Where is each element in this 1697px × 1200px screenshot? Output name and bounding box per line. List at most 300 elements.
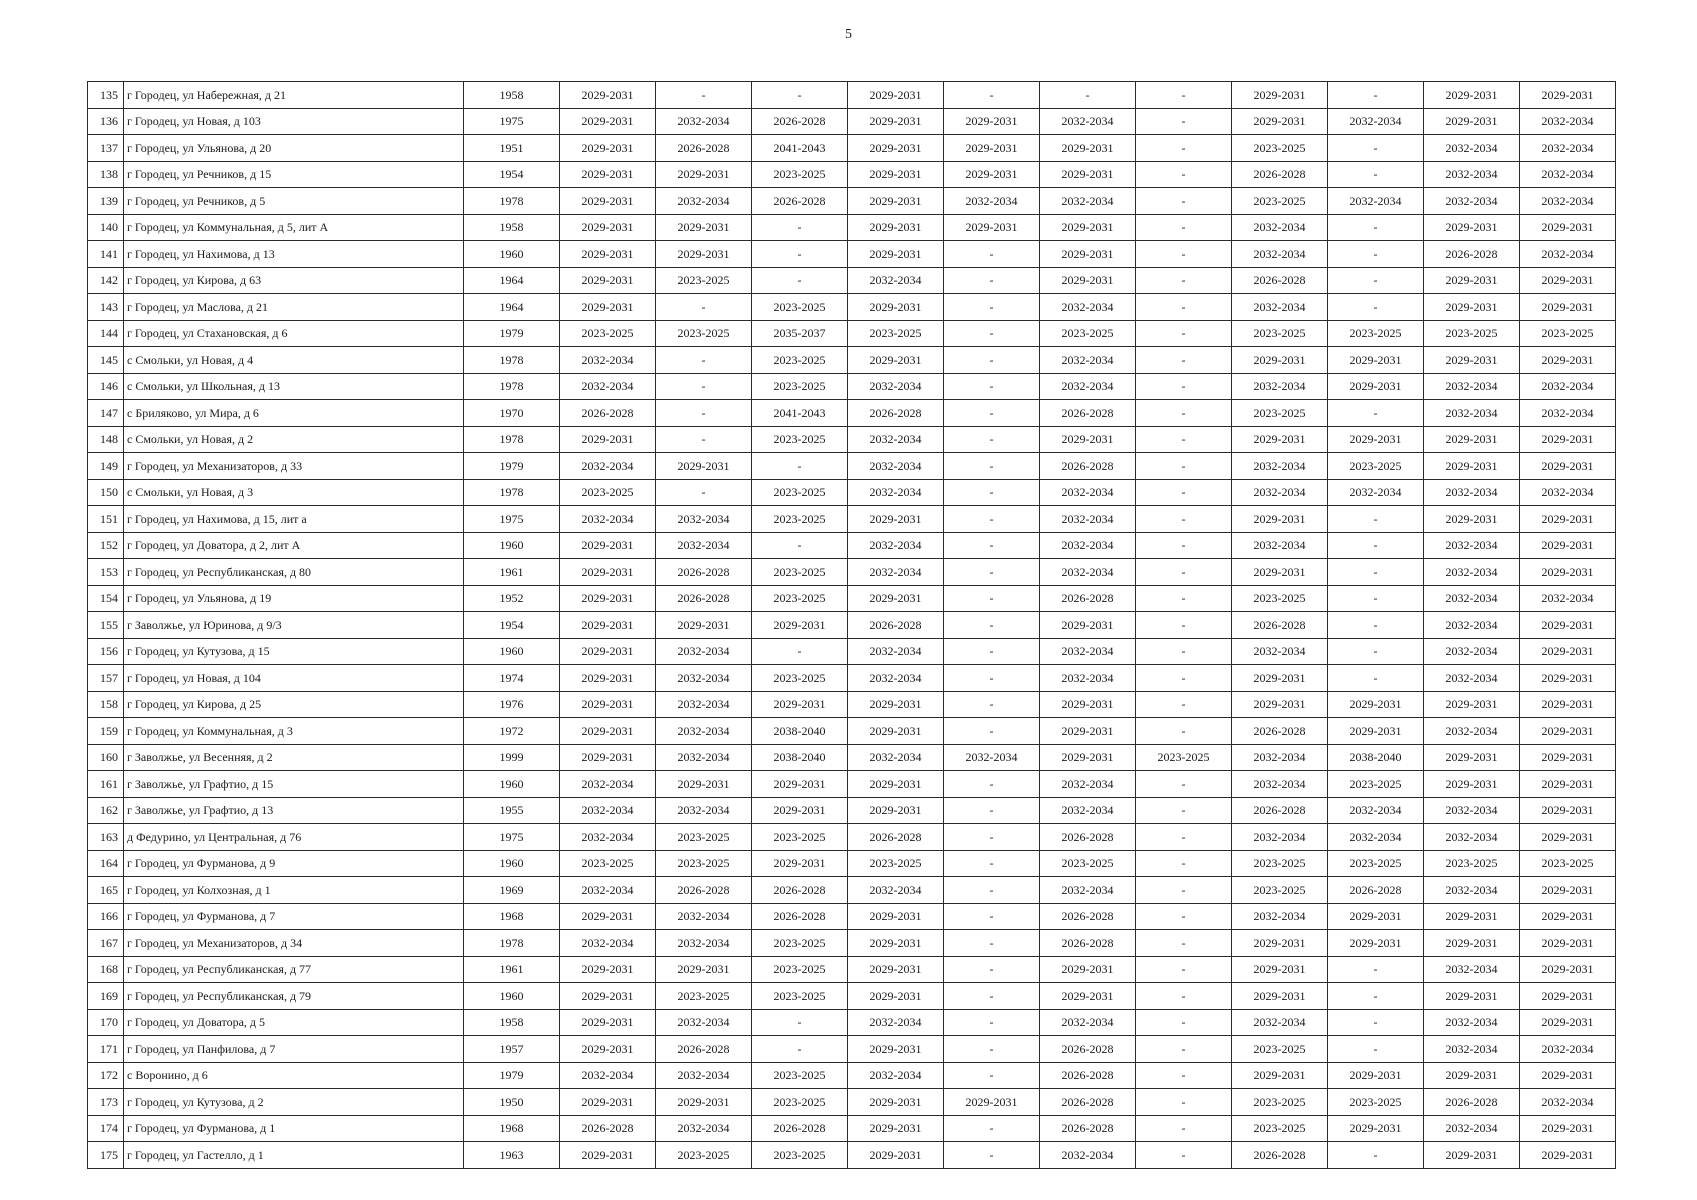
repair-period-cell: - [944,373,1040,400]
address-cell: г Городец, ул Республиканская, д 80 [124,559,464,586]
repair-period-cell: 2029-2031 [560,559,656,586]
repair-period-cell: 2029-2031 [656,771,752,798]
repair-period-cell: 2032-2034 [1232,532,1328,559]
table-row [88,956,1616,983]
row-number-cell: 135 [88,82,124,109]
repair-period-cell: - [656,426,752,453]
repair-period-cell: 2026-2028 [1424,1089,1520,1116]
repair-period-cell: 2029-2031 [1232,983,1328,1010]
repair-period-cell: 2029-2031 [1520,824,1616,851]
repair-period-cell: - [1136,718,1232,745]
repair-period-cell: 2026-2028 [752,1115,848,1142]
repair-period-cell: 2029-2031 [1424,267,1520,294]
table-row [88,347,1616,374]
repair-period-cell: 2029-2031 [944,108,1040,135]
repair-period-cell: 2029-2031 [1040,241,1136,268]
repair-period-cell: 2032-2034 [1232,294,1328,321]
repair-period-cell: 2029-2031 [1520,612,1616,639]
repair-period-cell: - [944,718,1040,745]
repair-period-cell: 2029-2031 [560,956,656,983]
build-year-cell: 1958 [464,214,560,241]
repair-period-cell: 2026-2028 [1040,1089,1136,1116]
repair-period-cell: 2032-2034 [1424,1036,1520,1063]
repair-period-cell: 2032-2034 [1040,1009,1136,1036]
build-year-cell: 1957 [464,1036,560,1063]
address-cell: г Городец, ул Ульянова, д 19 [124,585,464,612]
repair-period-cell: 2029-2031 [1520,930,1616,957]
table-row [88,479,1616,506]
repair-period-cell: - [1328,135,1424,162]
repair-period-cell: 2029-2031 [1232,665,1328,692]
repair-period-cell: - [944,506,1040,533]
build-year-cell: 1969 [464,877,560,904]
repair-period-cell: 2029-2031 [848,294,944,321]
repair-period-cell: 2029-2031 [1040,426,1136,453]
repair-period-cell: 2029-2031 [560,161,656,188]
repair-period-cell: 2032-2034 [1040,771,1136,798]
row-number-cell: 138 [88,161,124,188]
repair-period-cell: 2029-2031 [1520,214,1616,241]
repair-period-cell: 2032-2034 [1424,638,1520,665]
repair-period-cell: 2029-2031 [1520,347,1616,374]
table-row [88,744,1616,771]
repair-period-cell: 2023-2025 [1136,744,1232,771]
repair-period-cell: 2029-2031 [1040,718,1136,745]
repair-period-cell: - [1136,347,1232,374]
repair-period-cell: 2023-2025 [752,956,848,983]
repair-period-cell: 2023-2025 [752,1089,848,1116]
repair-period-cell: 2032-2034 [656,188,752,215]
row-number-cell: 143 [88,294,124,321]
build-year-cell: 1974 [464,665,560,692]
repair-period-cell: - [1328,1009,1424,1036]
repair-period-cell: 2032-2034 [1328,108,1424,135]
repair-period-cell: 2032-2034 [560,1062,656,1089]
table-row [88,1009,1616,1036]
repair-period-cell: 2029-2031 [848,1142,944,1169]
address-cell: с Смольки, ул Новая, д 4 [124,347,464,374]
repair-period-cell: 2032-2034 [848,559,944,586]
row-number-cell: 148 [88,426,124,453]
build-year-cell: 1955 [464,797,560,824]
table-body [88,82,1616,1169]
repair-period-cell: 2032-2034 [848,532,944,559]
repair-period-cell: 2029-2031 [1520,453,1616,480]
address-cell: г Заволжье, ул Весенняя, д 2 [124,744,464,771]
repair-period-cell: - [944,1062,1040,1089]
repair-period-cell: 2029-2031 [560,744,656,771]
repair-period-cell: 2029-2031 [1232,347,1328,374]
repair-period-cell: 2029-2031 [752,612,848,639]
build-year-cell: 1950 [464,1089,560,1116]
repair-period-cell: 2029-2031 [1232,691,1328,718]
address-cell: г Городец, ул Гастелло, д 1 [124,1142,464,1169]
repair-period-cell: 2038-2040 [752,744,848,771]
repair-period-cell: 2032-2034 [848,877,944,904]
repair-period-cell: 2032-2034 [1424,188,1520,215]
repair-period-cell: - [944,1142,1040,1169]
repair-period-cell: 2032-2034 [1040,877,1136,904]
repair-period-cell: 2026-2028 [1232,797,1328,824]
build-year-cell: 1960 [464,638,560,665]
table-row [88,903,1616,930]
repair-period-cell: - [944,532,1040,559]
repair-period-cell: - [944,612,1040,639]
repair-period-cell: 2032-2034 [1232,638,1328,665]
address-cell: г Городец, ул Фурманова, д 9 [124,850,464,877]
repair-period-cell: 2026-2028 [752,903,848,930]
repair-period-cell: - [1328,506,1424,533]
repair-period-cell: - [1328,1142,1424,1169]
repair-period-cell: 2029-2031 [1520,744,1616,771]
repair-period-cell: 2029-2031 [656,453,752,480]
row-number-cell: 174 [88,1115,124,1142]
repair-period-cell: 2029-2031 [1424,744,1520,771]
repair-period-cell: 2032-2034 [1424,479,1520,506]
table-row [88,1089,1616,1116]
repair-period-cell: 2032-2034 [1520,161,1616,188]
repair-period-cell: 2029-2031 [1424,214,1520,241]
repair-period-cell: 2032-2034 [1232,744,1328,771]
repair-period-cell: 2026-2028 [1040,824,1136,851]
repair-period-cell: 2029-2031 [1424,294,1520,321]
repair-period-cell: 2032-2034 [656,665,752,692]
repair-period-cell: - [1328,82,1424,109]
repair-period-cell: 2026-2028 [1328,877,1424,904]
row-number-cell: 136 [88,108,124,135]
repair-period-cell: 2029-2031 [1424,1062,1520,1089]
repair-period-cell: 2032-2034 [848,479,944,506]
repair-period-cell: 2023-2025 [1328,1089,1424,1116]
build-year-cell: 1979 [464,453,560,480]
repair-period-cell: 2032-2034 [848,638,944,665]
build-year-cell: 1970 [464,400,560,427]
repair-period-cell: 2029-2031 [848,797,944,824]
repair-period-cell: - [752,214,848,241]
repair-period-cell: 2032-2034 [1232,214,1328,241]
repair-period-cell: 2023-2025 [1232,877,1328,904]
repair-period-cell: 2026-2028 [560,400,656,427]
repair-period-cell: 2029-2031 [1328,903,1424,930]
address-cell: г Городец, ул Коммунальная, д 5, лит А [124,214,464,241]
repair-period-cell: 2032-2034 [656,1062,752,1089]
repair-period-cell: 2029-2031 [848,82,944,109]
row-number-cell: 164 [88,850,124,877]
repair-period-cell: 2029-2031 [1424,983,1520,1010]
repair-period-cell: 2029-2031 [1040,612,1136,639]
repair-period-cell: - [1040,82,1136,109]
page-number: 5 [845,27,852,42]
repair-period-cell: 2029-2031 [752,797,848,824]
repair-period-cell: - [944,347,1040,374]
build-year-cell: 1954 [464,161,560,188]
repair-period-cell: 2029-2031 [1040,161,1136,188]
repair-period-cell: - [656,347,752,374]
row-number-cell: 175 [88,1142,124,1169]
repair-period-cell: 2032-2034 [1232,479,1328,506]
build-year-cell: 1978 [464,930,560,957]
repair-period-cell: 2032-2034 [1040,559,1136,586]
address-cell: г Городец, ул Речников, д 15 [124,161,464,188]
repair-period-cell: 2032-2034 [1424,665,1520,692]
repair-period-cell: 2023-2025 [1232,1036,1328,1063]
repair-period-cell: 2029-2031 [848,718,944,745]
address-cell: с Воронино, д 6 [124,1062,464,1089]
table-row [88,1036,1616,1063]
repair-period-cell: - [944,320,1040,347]
repair-period-cell: 2032-2034 [848,744,944,771]
repair-period-cell: 2032-2034 [656,744,752,771]
repair-period-cell: - [944,1115,1040,1142]
repair-period-cell: 2029-2031 [848,903,944,930]
repair-period-cell: - [656,373,752,400]
repair-period-cell: 2023-2025 [752,506,848,533]
repair-period-cell: - [1136,214,1232,241]
repair-period-cell: 2032-2034 [1424,824,1520,851]
repair-period-cell: 2029-2031 [1424,108,1520,135]
repair-period-cell: - [944,930,1040,957]
repair-period-cell: 2029-2031 [752,771,848,798]
repair-period-cell: - [656,479,752,506]
repair-period-cell: 2029-2031 [560,665,656,692]
row-number-cell: 160 [88,744,124,771]
repair-period-cell: 2029-2031 [1520,294,1616,321]
repair-period-cell: 2032-2034 [848,453,944,480]
repair-period-cell: 2026-2028 [752,877,848,904]
repair-period-cell: 2023-2025 [1232,188,1328,215]
build-year-cell: 1964 [464,294,560,321]
repair-period-cell: 2023-2025 [1232,585,1328,612]
repair-period-cell: 2032-2034 [1424,1115,1520,1142]
repair-period-cell: 2029-2031 [848,1089,944,1116]
repair-period-cell: - [1136,479,1232,506]
row-number-cell: 147 [88,400,124,427]
repair-period-cell: - [1328,956,1424,983]
repair-period-cell: 2032-2034 [656,1115,752,1142]
repair-period-cell: - [944,294,1040,321]
repair-period-cell: 2023-2025 [1040,850,1136,877]
repair-period-cell: 2029-2031 [1328,1062,1424,1089]
repair-period-cell: 2026-2028 [1232,1142,1328,1169]
repair-period-cell: 2023-2025 [656,320,752,347]
repair-period-cell: 2032-2034 [656,1009,752,1036]
repair-period-cell: 2032-2034 [656,532,752,559]
repair-period-cell: 2029-2031 [944,135,1040,162]
repair-period-cell: 2029-2031 [560,294,656,321]
repair-period-cell: 2029-2031 [848,983,944,1010]
repair-period-cell: 2029-2031 [1520,1009,1616,1036]
repair-period-cell: 2032-2034 [656,930,752,957]
repair-period-cell: - [1136,665,1232,692]
repair-period-cell: 2029-2031 [1232,1062,1328,1089]
repair-period-cell: - [1136,400,1232,427]
repair-period-cell: 2026-2028 [1040,1115,1136,1142]
repair-period-cell: 2029-2031 [848,214,944,241]
repair-period-cell: 2026-2028 [1040,585,1136,612]
repair-period-cell: 2032-2034 [560,771,656,798]
address-cell: г Заволжье, ул Юринова, д 9/3 [124,612,464,639]
repair-period-cell: 2029-2031 [1520,82,1616,109]
row-number-cell: 154 [88,585,124,612]
table-row [88,691,1616,718]
row-number-cell: 140 [88,214,124,241]
repair-period-cell: 2026-2028 [752,188,848,215]
address-cell: г Городец, ул Новая, д 103 [124,108,464,135]
repair-period-cell: 2032-2034 [1424,956,1520,983]
table-row [88,267,1616,294]
repair-period-cell: 2032-2034 [560,453,656,480]
table-row [88,877,1616,904]
repair-period-cell: 2023-2025 [1232,850,1328,877]
repair-period-cell: 2029-2031 [1424,691,1520,718]
repair-period-cell: 2032-2034 [1040,347,1136,374]
repair-period-cell: 2023-2025 [1424,320,1520,347]
repair-period-cell: 2032-2034 [1424,161,1520,188]
repair-period-cell: - [1136,108,1232,135]
address-cell: г Городец, ул Новая, д 104 [124,665,464,692]
repair-period-cell: - [1136,188,1232,215]
repair-period-cell: - [1328,161,1424,188]
repair-period-cell: 2029-2031 [944,161,1040,188]
repair-period-cell: - [1136,161,1232,188]
repair-period-cell: 2029-2031 [656,161,752,188]
repair-period-cell: - [1136,426,1232,453]
repair-period-cell: 2029-2031 [1040,983,1136,1010]
repair-period-cell: 2032-2034 [1040,532,1136,559]
repair-period-cell: 2023-2025 [656,983,752,1010]
build-year-cell: 1979 [464,1062,560,1089]
repair-period-cell: 2029-2031 [560,426,656,453]
repair-period-cell: - [1328,294,1424,321]
table-row [88,585,1616,612]
repair-period-cell: 2032-2034 [1328,479,1424,506]
repair-period-cell: 2032-2034 [1328,188,1424,215]
repair-period-cell: 2029-2031 [1040,267,1136,294]
table-row [88,426,1616,453]
address-cell: г Городец, ул Речников, д 5 [124,188,464,215]
repair-period-cell: - [1136,1089,1232,1116]
repair-period-cell: - [944,267,1040,294]
repair-period-cell: 2032-2034 [560,824,656,851]
repair-period-cell: 2026-2028 [1040,1062,1136,1089]
repair-period-cell: 2029-2031 [1328,426,1424,453]
repair-period-cell: 2029-2031 [656,956,752,983]
repair-period-cell: - [944,479,1040,506]
repair-period-cell: - [944,585,1040,612]
build-year-cell: 1978 [464,373,560,400]
repair-period-cell: - [944,956,1040,983]
repair-period-cell: 2032-2034 [1520,241,1616,268]
repair-period-cell: 2023-2025 [752,161,848,188]
repair-period-cell: - [1136,267,1232,294]
repair-period-cell: 2029-2031 [1232,426,1328,453]
repair-period-cell: - [1136,135,1232,162]
build-year-cell: 1961 [464,956,560,983]
repair-period-cell: 2023-2025 [752,1142,848,1169]
build-year-cell: 1960 [464,983,560,1010]
row-number-cell: 157 [88,665,124,692]
repair-period-cell: - [656,400,752,427]
repair-period-cell: - [1328,400,1424,427]
build-year-cell: 1979 [464,320,560,347]
repair-period-cell: 2023-2025 [1232,400,1328,427]
address-cell: г Городец, ул Нахимова, д 15, лит а [124,506,464,533]
address-cell: г Заволжье, ул Графтио, д 13 [124,797,464,824]
repair-period-cell: - [1136,585,1232,612]
repair-period-cell: 2023-2025 [752,665,848,692]
repair-period-cell: 2032-2034 [1040,108,1136,135]
repair-period-cell: 2029-2031 [1232,930,1328,957]
build-year-cell: 1975 [464,506,560,533]
build-year-cell: 1960 [464,771,560,798]
build-year-cell: 1978 [464,479,560,506]
repair-period-cell: 2029-2031 [1328,373,1424,400]
repair-period-cell: 2023-2025 [752,426,848,453]
table-row [88,453,1616,480]
repair-period-cell: 2026-2028 [1232,161,1328,188]
table-row [88,506,1616,533]
repair-period-cell: 2032-2034 [656,718,752,745]
row-number-cell: 159 [88,718,124,745]
repair-period-cell: 2032-2034 [1520,135,1616,162]
repair-period-cell: 2023-2025 [1232,1115,1328,1142]
repair-period-cell: - [752,453,848,480]
repair-period-cell: 2038-2040 [752,718,848,745]
repair-period-cell: 2032-2034 [944,188,1040,215]
repair-period-cell: 2029-2031 [560,585,656,612]
repair-period-cell: 2029-2031 [752,850,848,877]
build-year-cell: 1954 [464,612,560,639]
repair-period-cell: 2029-2031 [560,1036,656,1063]
repair-period-cell: 2023-2025 [1328,771,1424,798]
repair-period-cell: 2032-2034 [1040,188,1136,215]
repair-period-cell: 2032-2034 [656,108,752,135]
repair-period-cell: 2023-2025 [1232,320,1328,347]
repair-period-cell: 2029-2031 [1520,506,1616,533]
row-number-cell: 163 [88,824,124,851]
repair-period-cell: - [752,638,848,665]
repair-period-cell: 2029-2031 [848,188,944,215]
repair-period-cell: 2029-2031 [656,612,752,639]
repair-period-cell: - [1136,850,1232,877]
row-number-cell: 172 [88,1062,124,1089]
repair-period-cell: 2032-2034 [848,665,944,692]
table-row [88,241,1616,268]
repair-period-cell: - [1136,532,1232,559]
repair-period-cell: 2023-2025 [1040,320,1136,347]
repair-period-cell: - [752,532,848,559]
address-cell: с Бриляково, ул Мира, д 6 [124,400,464,427]
repair-period-cell: 2029-2031 [848,161,944,188]
row-number-cell: 162 [88,797,124,824]
row-number-cell: 139 [88,188,124,215]
row-number-cell: 142 [88,267,124,294]
repair-period-cell: - [1136,1009,1232,1036]
repair-period-cell: 2032-2034 [848,426,944,453]
repair-period-cell: 2029-2031 [560,214,656,241]
table-row [88,771,1616,798]
repair-period-cell: 2032-2034 [560,877,656,904]
repair-period-cell: - [1136,1036,1232,1063]
table-row [88,188,1616,215]
repair-period-cell: 2029-2031 [1232,559,1328,586]
repair-period-cell: - [944,691,1040,718]
repair-period-cell: 2029-2031 [944,214,1040,241]
repair-period-cell: - [944,241,1040,268]
repair-period-cell: 2026-2028 [1424,241,1520,268]
build-year-cell: 1975 [464,824,560,851]
repair-period-cell: - [1136,956,1232,983]
